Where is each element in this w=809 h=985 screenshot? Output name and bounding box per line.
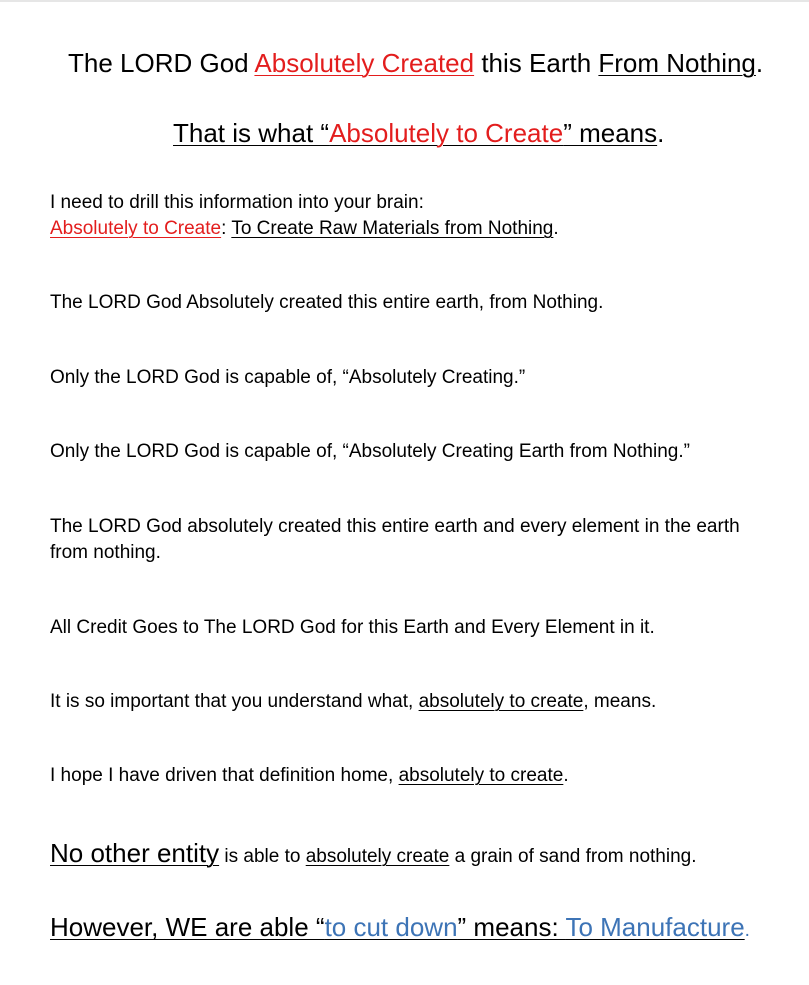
no-other-entity-paragraph (50, 840, 697, 870)
to-manufacture-phrase: To Manufacture (565, 912, 745, 942)
definition-block (50, 190, 559, 242)
paragraph-text: a grain of sand from nothing. (449, 846, 697, 867)
paragraph-4: The LORD God absolutely created this entire earth and every element in the earth from nothing. (50, 516, 740, 563)
heading-period: . (755, 48, 764, 78)
definition-term: Absolutely to Create (50, 218, 222, 239)
definition-meaning: To Create Raw Materials from Nothing (231, 218, 554, 239)
important-term: absolutely to create (418, 691, 584, 712)
however-paragraph (50, 914, 750, 944)
important-paragraph (50, 689, 656, 715)
however-text: ” means: (457, 912, 566, 942)
definition-period: . (553, 218, 559, 239)
heading-period: . (657, 118, 665, 148)
paragraph-text: , means. (583, 691, 657, 712)
however-text: However, WE are able “ (50, 912, 325, 942)
absolutely-create-term: absolutely create (305, 846, 450, 867)
heading-text: The LORD God (68, 48, 255, 78)
absolutely-created-phrase: Absolutely Created (254, 48, 475, 78)
heading-text: this Earth (474, 48, 599, 78)
paragraph-5: All Credit Goes to The LORD God for this Earth and Every Element in it. (50, 617, 655, 638)
from-nothing-phrase: From Nothing (598, 48, 756, 78)
paragraph-3: Only the LORD God is capable of, “Absolutely Creating Earth from Nothing.” (50, 441, 690, 462)
paragraph-text: It is so important that you understand what, (50, 691, 419, 712)
paragraph-text: I hope I have driven that definition home, (50, 765, 399, 786)
driven-home-term: absolutely to create (398, 765, 564, 786)
paragraph-1: The LORD God Absolutely created this entire earth, from Nothing. (50, 292, 604, 313)
heading-text: That is what “ (173, 118, 330, 148)
paragraph-2: Only the LORD God is capable of, “Absolutely Creating.” (50, 367, 526, 388)
heading-line-2 (173, 118, 664, 149)
definition-colon: : (221, 218, 232, 239)
absolutely-to-create-phrase: Absolutely to Create (329, 118, 564, 148)
driven-home-paragraph (50, 763, 569, 789)
definition-intro: I need to drill this information into your brain: (50, 192, 424, 213)
top-border (0, 0, 809, 2)
paragraph-period: . (563, 765, 569, 786)
no-other-entity-lead: No other entity (50, 838, 220, 868)
definition-line (50, 216, 559, 242)
heading-text: ” means (563, 118, 658, 148)
paragraph-text: is able to (219, 846, 306, 867)
to-cut-down-phrase: to cut down (324, 912, 458, 942)
heading-line-1 (68, 48, 763, 79)
however-period: . (744, 920, 750, 941)
